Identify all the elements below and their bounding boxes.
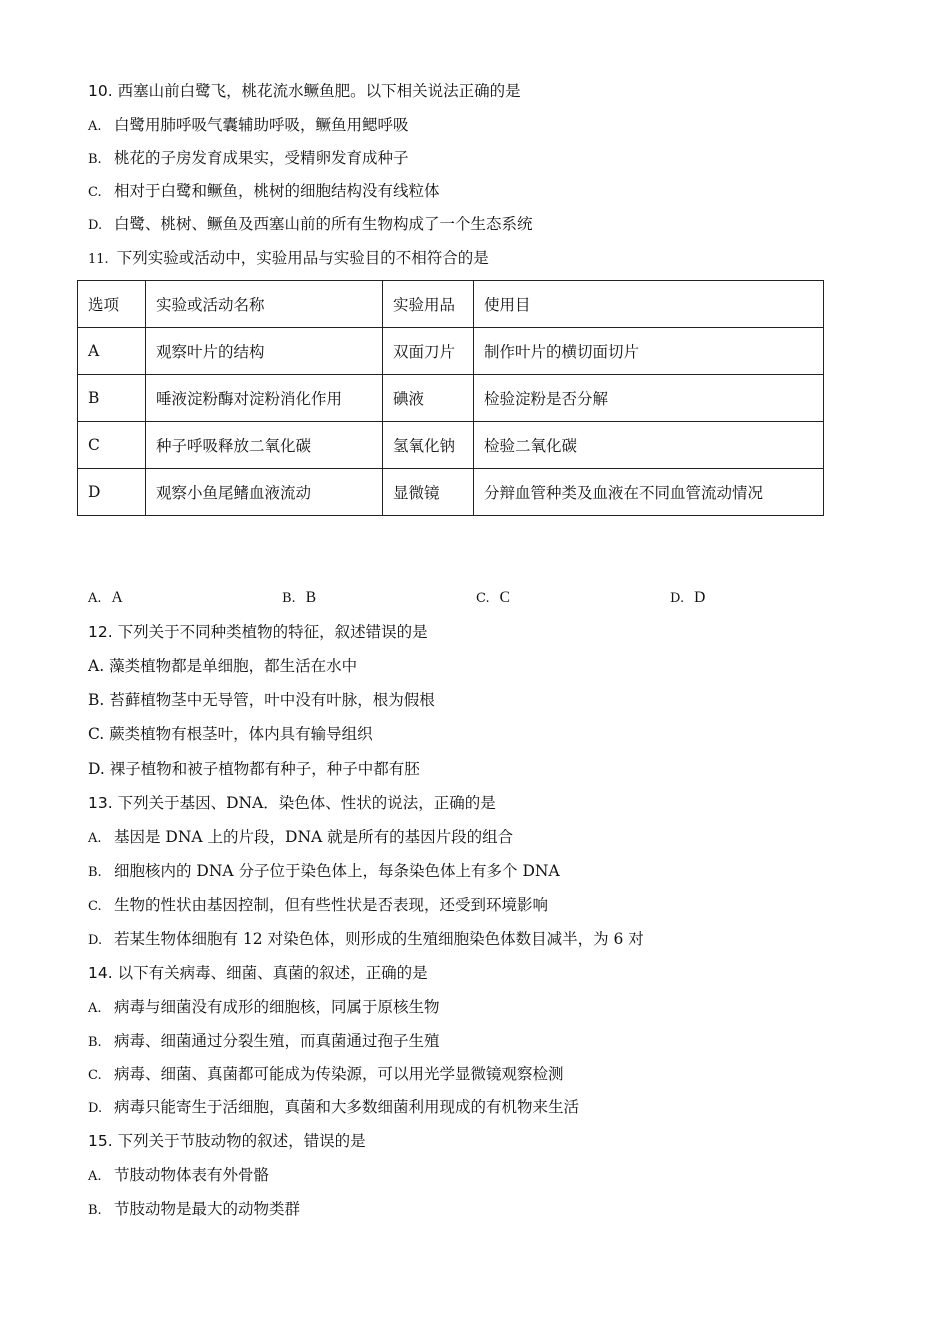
option-letter: A.	[88, 119, 102, 134]
q14-option-c	[88, 1064, 564, 1086]
option-letter: A.	[88, 1001, 102, 1016]
q10-option-d	[88, 214, 533, 236]
question-text: 西塞山前白鹭飞，桃花流水鳜鱼肥。以下相关说法正确的是	[117, 82, 521, 100]
q12-option-c	[88, 724, 373, 744]
q10-option-b	[88, 148, 409, 170]
q14-option-a	[88, 997, 440, 1019]
option-text: 裸子植物和被子植物都有种子，种子中都有胚	[109, 760, 420, 778]
option-letter: B.	[88, 152, 102, 167]
table-cell: B	[78, 375, 146, 422]
q11-option-c	[476, 588, 510, 607]
question-10-stem	[88, 81, 521, 101]
option-text: 白鹭用肺呼吸气囊辅助呼吸，鳜鱼用鳃呼吸	[114, 116, 409, 134]
option-text: 藻类植物都是单细胞，都生活在水中	[109, 657, 358, 675]
table-row	[78, 328, 824, 375]
question-15-stem	[88, 1131, 366, 1151]
option-text: 病毒与细菌没有成形的细胞核，同属于原核生物	[114, 998, 440, 1016]
question-text: 以下有关病毒、细菌、真菌的叙述，正确的是	[117, 964, 428, 982]
table-row	[78, 422, 824, 469]
table-header-cell: 使用目	[474, 281, 824, 328]
table-cell: C	[78, 422, 146, 469]
option-text: C	[499, 589, 510, 606]
option-letter: A.	[88, 591, 102, 606]
option-letter: D.	[88, 933, 103, 948]
question-number: 15.	[88, 1132, 113, 1150]
option-letter: C.	[88, 899, 102, 914]
option-letter: B.	[88, 1203, 102, 1218]
q10-option-c	[88, 181, 440, 203]
option-text: 节肢动物是最大的动物类群	[114, 1200, 301, 1218]
q13-option-c	[88, 895, 548, 917]
question-number: 11.	[88, 252, 109, 267]
question-number: 12.	[88, 623, 113, 641]
q12-option-a	[88, 656, 357, 676]
table-row	[78, 469, 824, 516]
option-letter: A.	[88, 657, 105, 675]
question-text: 下列关于基因、DNA．染色体、性状的说法，正确的是	[117, 794, 496, 812]
option-text: 病毒只能寄生于活细胞，真菌和大多数细菌利用现成的有机物来生活	[114, 1098, 580, 1116]
table-cell: 观察小鱼尾鳍血液流动	[146, 469, 383, 516]
option-text: 生物的性状由基因控制，但有些性状是否表现，还受到环境影响	[114, 896, 549, 914]
question-text: 下列实验或活动中，实验用品与实验目的不相符合的是	[116, 249, 489, 267]
question-13-stem	[88, 793, 496, 813]
option-text: 若某生物体细胞有 12 对染色体，则形成的生殖细胞染色体数目减半，为 6 对	[114, 930, 644, 948]
question-11-stem	[88, 248, 489, 270]
option-letter: C.	[88, 1068, 102, 1083]
question-12-stem	[88, 622, 428, 642]
option-text: 蕨类植物有根茎叶，体内具有输导组织	[109, 725, 373, 743]
table-header-cell: 实验或活动名称	[146, 281, 383, 328]
option-text: A	[111, 589, 123, 606]
option-letter: B.	[88, 691, 105, 709]
option-letter: D.	[88, 1101, 103, 1116]
question-text: 下列关于节肢动物的叙述，错误的是	[117, 1132, 366, 1150]
table-cell: D	[78, 469, 146, 516]
option-text: 白鹭、桃树、鳜鱼及西塞山前的所有生物构成了一个生态系统	[114, 215, 533, 233]
option-text: B	[305, 589, 317, 606]
question-14-stem	[88, 963, 428, 983]
q11-option-a	[88, 588, 123, 607]
option-letter: D.	[88, 218, 103, 233]
option-letter: D.	[88, 760, 105, 778]
option-letter: A.	[88, 1169, 102, 1184]
q15-option-a	[88, 1165, 269, 1187]
option-letter: A.	[88, 831, 102, 846]
question-number: 10.	[88, 82, 113, 100]
table-cell: 检验淀粉是否分解	[474, 375, 824, 422]
option-letter: C.	[88, 725, 105, 743]
table-cell: 碘液	[383, 375, 474, 422]
table-header-cell: 实验用品	[383, 281, 474, 328]
option-letter: D.	[670, 591, 685, 606]
option-text: 病毒、细菌、真菌都可能成为传染源，可以用光学显微镜观察检测	[114, 1065, 564, 1083]
q10-option-a	[88, 115, 409, 137]
question-number: 13.	[88, 794, 113, 812]
experiment-table	[77, 280, 824, 516]
option-text: 病毒、细菌通过分裂生殖，而真菌通过孢子生殖	[114, 1032, 440, 1050]
option-letter: B.	[88, 1035, 102, 1050]
option-text: 相对于白鹭和鳜鱼，桃树的细胞结构没有线粒体	[114, 182, 440, 200]
table-header-cell: 选项	[78, 281, 146, 328]
option-text: 桃花的子房发育成果实，受精卵发育成种子	[114, 149, 409, 167]
table-cell: 检验二氧化碳	[474, 422, 824, 469]
table-cell: 观察叶片的结构	[146, 328, 383, 375]
table-cell: 制作叶片的横切面切片	[474, 328, 824, 375]
option-text: 苔藓植物茎中无导管，叶中没有叶脉，根为假根	[109, 691, 435, 709]
option-letter: B.	[88, 865, 102, 880]
q15-option-b	[88, 1199, 300, 1221]
option-text: 细胞核内的 DNA 分子位于染色体上，每条染色体上有多个 DNA	[114, 862, 560, 880]
q13-option-d	[88, 929, 644, 951]
table-cell: 显微镜	[383, 469, 474, 516]
question-number: 14.	[88, 964, 113, 982]
option-letter: C.	[476, 591, 490, 606]
option-text: D	[694, 589, 706, 606]
table-cell: 种子呼吸释放二氧化碳	[146, 422, 383, 469]
option-text: 基因是 DNA 上的片段，DNA 就是所有的基因片段的组合	[114, 828, 514, 846]
q11-option-d	[670, 588, 705, 607]
table-cell: 分辩血管种类及血液在不同血管流动情况	[474, 469, 824, 516]
q12-option-b	[88, 690, 435, 710]
question-text: 下列关于不同种类植物的特征，叙述错误的是	[117, 623, 428, 641]
q14-option-b	[88, 1031, 440, 1053]
table-cell: A	[78, 328, 146, 375]
table-cell: 唾液淀粉酶对淀粉消化作用	[146, 375, 383, 422]
option-letter: C.	[88, 185, 102, 200]
option-text: 节肢动物体表有外骨骼	[114, 1166, 270, 1184]
table-row	[78, 375, 824, 422]
q13-option-b	[88, 861, 560, 883]
table-cell: 双面刀片	[383, 328, 474, 375]
q11-option-b	[282, 588, 316, 607]
table-header-row	[78, 281, 824, 328]
table-cell: 氢氧化钠	[383, 422, 474, 469]
q13-option-a	[88, 827, 513, 849]
q14-option-d	[88, 1097, 579, 1119]
q12-option-d	[88, 759, 420, 779]
option-letter: B.	[282, 591, 296, 606]
